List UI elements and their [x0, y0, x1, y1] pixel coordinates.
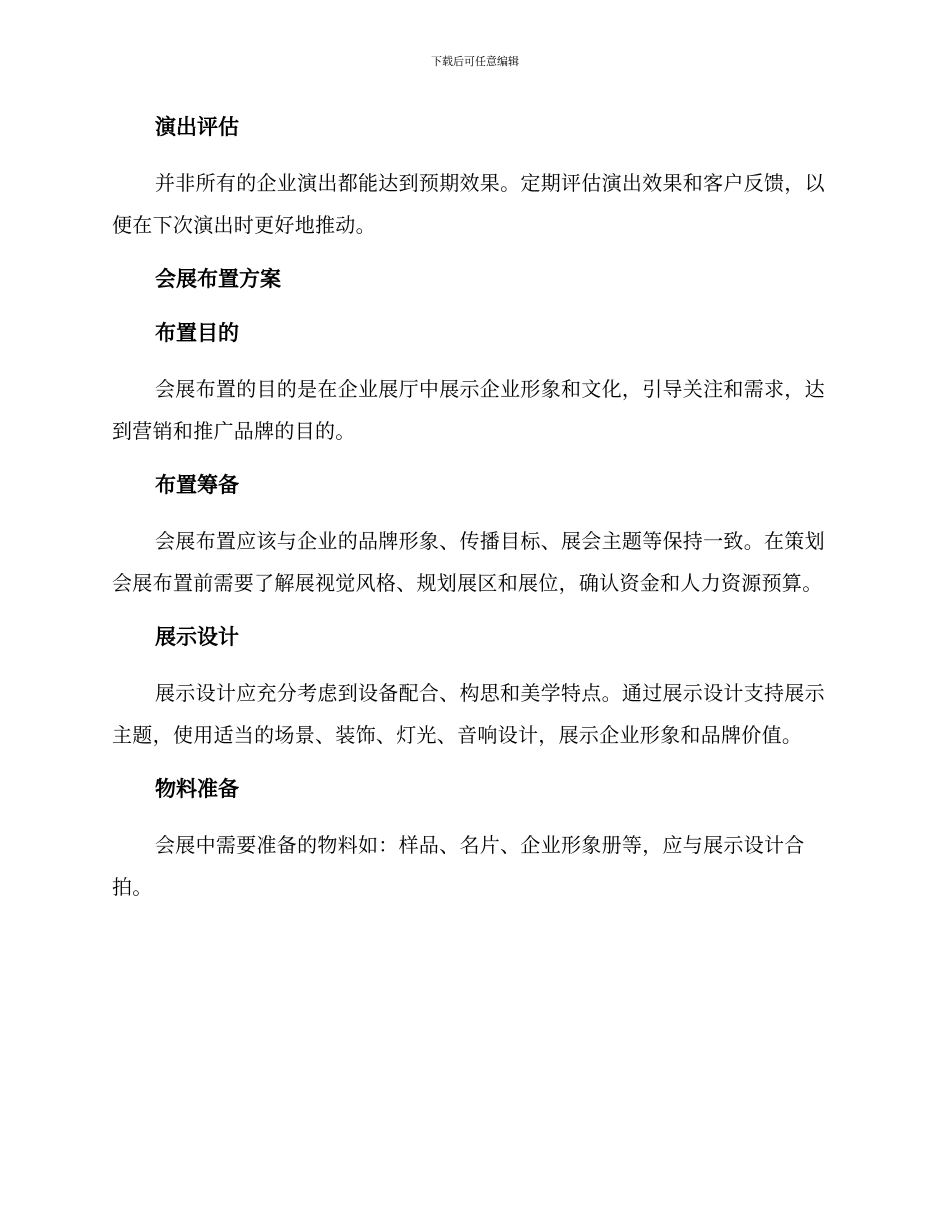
section-paragraph-layout-purpose: 会展布置的目的是在企业展厅中展示企业形象和文化，引导关注和需求，达到营销和推广品牌的目的。: [112, 377, 825, 443]
section-paragraph-display-design: 展示设计应充分考虑到设备配合、构思和美学特点。通过展示设计支持展示主题，使用适当的场景、装饰、灯光、音响设计，展示企业形象和品牌价值。: [112, 681, 825, 747]
section-heading-display-design: 展示设计: [155, 625, 239, 649]
section-heading-exhibition-plan: 会展布置方案: [155, 267, 281, 291]
section-heading-materials-preparation: 物料准备: [155, 777, 239, 801]
section-paragraph-materials-preparation: 会展中需要准备的物料如：样品、名片、企业形象册等，应与展示设计合拍。: [112, 833, 805, 899]
page-header: 下载后可任意编辑: [431, 55, 519, 68]
section-heading-layout-purpose: 布置目的: [155, 321, 239, 345]
section-paragraph-layout-preparation: 会展布置应该与企业的品牌形象、传播目标、展会主题等保持一致。在策划会展布置前需要了解展视觉风格、规划展区和展位，确认资金和人力资源预算。: [112, 529, 825, 595]
section-heading-layout-preparation: 布置筹备: [155, 473, 239, 497]
document-body: [112, 108, 830, 922]
section-paragraph-performance-evaluation: 并非所有的企业演出都能达到预期效果。定期评估演出效果和客户反馈，以便在下次演出时更好地推动。: [112, 171, 825, 237]
section-heading-performance-evaluation: 演出评估: [155, 115, 239, 139]
